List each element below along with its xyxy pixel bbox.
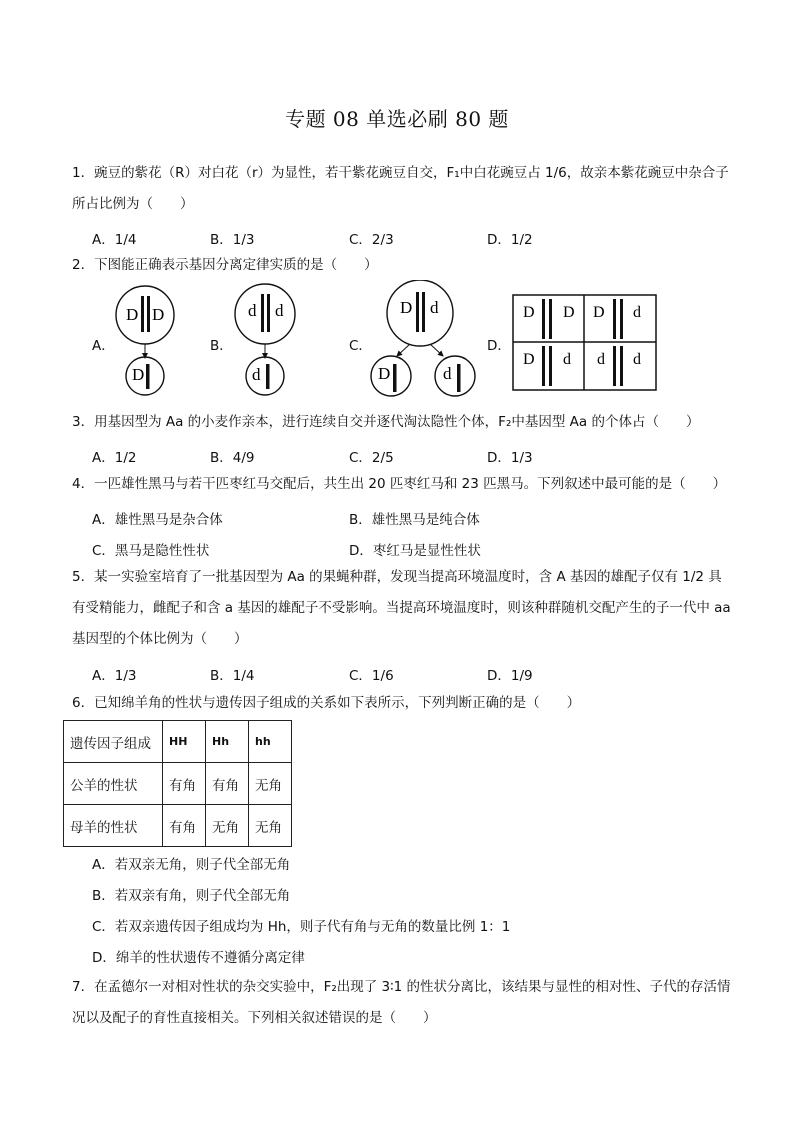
parent-cell-c — [387, 280, 453, 346]
diagram-a — [116, 286, 174, 395]
gene-label: d — [430, 298, 439, 317]
table-cell: 有角 — [163, 805, 206, 847]
gene-label: d — [633, 351, 641, 368]
page-title: 专题 08 单选必刷 80 题 — [285, 107, 509, 131]
gene-label: D — [523, 304, 535, 321]
question-5-options — [92, 664, 742, 688]
table-row — [64, 721, 292, 763]
trait-table — [63, 720, 292, 847]
gene-label: d — [633, 304, 641, 321]
option-d: D．枣红马是显性性状 — [349, 543, 481, 559]
option-d: D．1/3 — [487, 450, 533, 466]
option-d: D．绵羊的性状遗传不遵循分离定律 — [92, 950, 305, 966]
question-1-options — [92, 228, 742, 252]
gene-label: D — [563, 304, 575, 321]
option-b-label: B． — [210, 338, 233, 354]
option-a: A．若双亲无角，则子代全部无角 — [92, 857, 291, 873]
question-4-options-row2 — [92, 539, 742, 563]
question-2-stem: 2．下图能正确表示基因分离定律实质的是（ ） — [72, 257, 378, 273]
question-4-options-row1 — [92, 508, 742, 532]
gene-label: D — [593, 304, 605, 321]
option-b: B．若双亲有角，则子代全部无角 — [92, 888, 291, 904]
option-c: C．2/3 — [349, 232, 394, 248]
gene-label: D — [152, 305, 165, 324]
gene-label: d — [275, 301, 284, 320]
gene-label: D — [126, 305, 139, 324]
option-a: A．雄性黑马是杂合体 — [92, 512, 223, 528]
question-7-stem: 7．在孟德尔一对相对性状的杂交实验中，F₂出现了 3∶1 的性状分离比，该结果与显性的相对性、子代的存活情况以及配子的育性直接相关。下列相关叙述错误的是（ ） — [72, 979, 731, 1026]
option-b: B．4/9 — [210, 450, 255, 466]
option-a-label: A． — [92, 338, 115, 354]
gamete-cell-c2 — [435, 356, 475, 396]
question-4-stem: 4．一匹雄性黑马与若干匹枣红马交配后，共生出 20 匹枣红马和 23 匹黑马。下列叙述中最可能的是（ ） — [72, 476, 727, 492]
table-cell: 有角 — [206, 763, 249, 805]
question-6-stem: 6．已知绵羊角的性状与遗传因子组成的关系如下表所示，下列判断正确的是（ ） — [72, 695, 581, 711]
option-c: C．2/5 — [349, 450, 394, 466]
option-c: C．1/6 — [349, 668, 394, 684]
gene-label: d — [597, 351, 605, 368]
option-c: C．若双亲遗传因子组成均为 Hh，则子代有角与无角的数量比例 1：1 — [92, 919, 511, 935]
gene-label: D — [378, 364, 391, 383]
option-d: D．1/2 — [487, 232, 533, 248]
diagram-b — [235, 284, 295, 395]
option-a: A．1/4 — [92, 232, 137, 248]
option-b: B．1/4 — [210, 668, 255, 684]
question-3-stem: 3．用基因型为 Aa 的小麦作亲本，进行连续自交并逐代淘汰隐性个体，F₂中基因型 Aa 的个体占（ ） — [72, 414, 700, 430]
diagram-d — [513, 295, 656, 390]
table-cell: 遗传因子组成 — [64, 721, 163, 763]
gene-label: D — [523, 351, 535, 368]
table-cell: 无角 — [249, 805, 292, 847]
gene-label: D — [400, 298, 413, 317]
option-d-label: D． — [487, 338, 511, 354]
table-cell: Hh — [206, 721, 249, 763]
table-cell: hh — [249, 721, 292, 763]
gene-label: d — [443, 364, 452, 383]
question-3-options — [92, 446, 742, 470]
table-cell: 有角 — [163, 763, 206, 805]
gene-label: d — [252, 365, 261, 384]
option-a: A．1/3 — [92, 668, 137, 684]
table-row — [64, 763, 292, 805]
question-5-stem: 5．某一实验室培育了一批基因型为 Aa 的果蝇种群，发现当提高环境温度时，含 A 基因的雄配子仅有 1/2 具有受精能力，雌配子和含 a 基因的雄配子不受影响。当提高环境温度时，则该种群随机交配产生的子一代中 aa 基因型的个体比例为（ ） — [72, 569, 731, 647]
diagram-c — [371, 280, 475, 396]
gene-label: D — [132, 365, 145, 384]
gamete-cell-c1 — [371, 356, 411, 396]
option-a: A．1/2 — [92, 450, 137, 466]
question-1-stem: 1．豌豆的紫花（R）对白花（r）为显性，若干紫花豌豆自交，F₁中白花豌豆占 1/6，故亲本紫花豌豆中杂合子所占比例为（ ） — [72, 165, 729, 212]
option-c-label: C． — [349, 338, 372, 354]
table-cell: 公羊的性状 — [64, 763, 163, 805]
option-c: C．黑马是隐性性状 — [92, 543, 210, 559]
option-b: B．雄性黑马是纯合体 — [349, 512, 480, 528]
option-d: D．1/9 — [487, 668, 533, 684]
option-b: B．1/3 — [210, 232, 255, 248]
gene-label: d — [248, 301, 257, 320]
parent-cell-a — [116, 286, 174, 344]
table-cell: 无角 — [249, 763, 292, 805]
question-2-diagrams — [0, 280, 794, 400]
parent-cell-b — [235, 284, 295, 344]
gene-label: d — [563, 351, 571, 368]
table-cell: 母羊的性状 — [64, 805, 163, 847]
table-row — [64, 805, 292, 847]
table-cell: 无角 — [206, 805, 249, 847]
table-cell: HH — [163, 721, 206, 763]
